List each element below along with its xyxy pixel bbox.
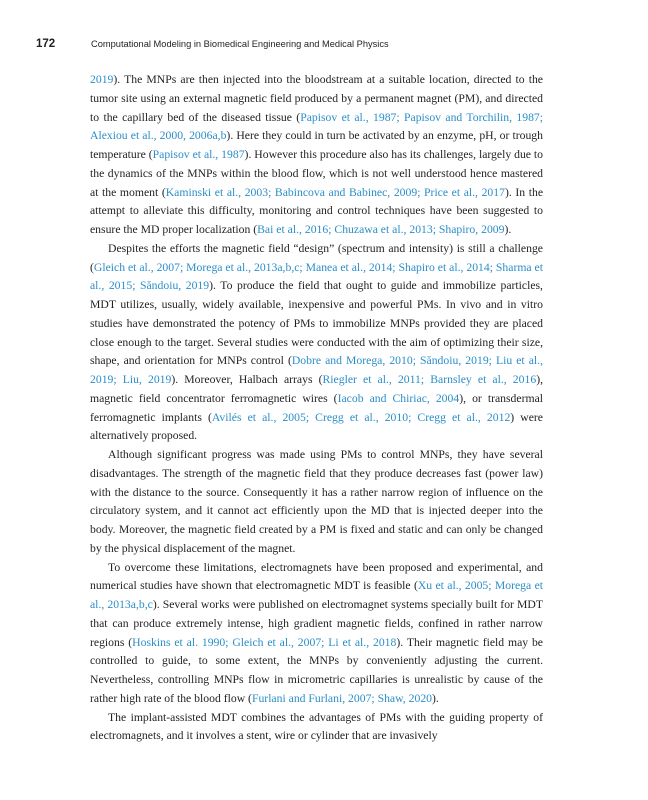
text-run: ), or transdermal ferromagnetic implants ( xyxy=(90,391,544,424)
text-run: ). Here they could in turn be activated by an enzyme, pH, or trough temperature ( xyxy=(90,129,543,161)
text-run: ). In the attempt to alleviate this difficulty, monitoring and control techniques have been suggested to ensure the MD proper localization ( xyxy=(90,185,544,236)
text-run: ). The MNPs are then injected into the bloodstream at a suitable location, directed to the tumor site using an external magnetic field produced by a permanent magnet (PM), and directed to the capillary bed of the diseased tissue ( xyxy=(90,73,543,124)
text-run: Although significant progress was made using PMs to control MNPs, they have several disadvantages. The strength of the magnetic field that they produce decreases fast (power law) with the distance to the source. Consequently it has a rather narrow region of influence on the circulatory system, and it cannot act efficiently upon the MD that is injected deeper into the body. Moreover, the magnetic field created by a PM is fixed and static and can only be changed by the physical displacement of the magnet. xyxy=(90,448,543,555)
citation-link[interactable]: Furlani and Furlani, 2007; Shaw, 2020 xyxy=(251,691,433,705)
paragraph-1 xyxy=(90,71,543,240)
citation-link[interactable]: Hoskins et al. 1990; Gleich et al., 2007; Li et al., 2018 xyxy=(132,635,397,649)
text-run: The implant-assisted MDT combines the advantages of PMs with the guiding property of electromagnets, and it involves a stent, wire or cylinder that are invasively xyxy=(90,710,543,743)
text-run: ). xyxy=(432,691,439,705)
text-run: ). Several works were published on electromagnet systems specially built for MDT that can produce extremely intense, high gradient magnetic fields, confined in rather narrow regions ( xyxy=(90,598,544,649)
citation-link[interactable]: Iacob and Chiriac, 2004 xyxy=(337,391,460,405)
text-run: ). However this procedure also has its challenges, largely due to the dynamics of the MNPs within the blood flow, which is not well understood hence mastered at the moment ( xyxy=(90,148,544,199)
text-run: ). xyxy=(504,223,512,236)
citation-link[interactable]: Papisov et al., 1987; Papisov and Torchilin, 1987; Alexiou et al., 2000, 2006a,b xyxy=(90,110,543,143)
body-text xyxy=(90,71,543,746)
page-number: 172 xyxy=(36,38,56,50)
citation-link[interactable]: Riegler et al., 2011; Barnsley et al., 2016 xyxy=(322,373,537,386)
citation-link[interactable]: Papisov et al., 1987 xyxy=(152,148,245,161)
text-run: ). To produce the field that ought to guide and immobilize particles, MDT utilizes, usually, widely available, inexpensive and powerful PMs. In vivo and in vitro studies have demonstrated the potency of PMs to immobilize MNPs provided they are placed close enough to the target. Several studies were conducted with the aim of optimizing their size, shape, and orientation for MNPs control ( xyxy=(90,279,543,368)
text-run: ). Moreover, Halbach arrays ( xyxy=(171,373,323,386)
text-run: ), magnetic field concentrator ferromagnetic wires ( xyxy=(90,373,544,405)
paragraph-5 xyxy=(90,709,543,747)
citation-link[interactable]: 2019 xyxy=(90,73,114,86)
paragraph-4 xyxy=(90,559,543,709)
running-title: Computational Modeling in Biomedical Engineering and Medical Physics xyxy=(91,39,389,49)
text-run: Despites the efforts the magnetic field “design” (spectrum and intensity) is still a challenge ( xyxy=(90,241,543,274)
text-run: ). Their magnetic field may be controlled to guide, to some extent, the MNPs by conveniently adjusting the current. Nevertheless, controlling MNPs flow in micrometric capillaries is unrealistic by cause of the rather high rate of the blood flow ( xyxy=(90,635,543,705)
citation-link[interactable]: Kaminski et al., 2003; Babincova and Babinec, 2009; Price et al., 2017 xyxy=(165,185,505,199)
citation-link[interactable]: Gleich et al., 2007; Morega et al., 2013a,b,c; Manea et al., 2014; Shapiro et al., 2014; Sharma et al., 2015; Săndoiu, 2019 xyxy=(90,260,543,293)
citation-link[interactable]: Avilés et al., 2005; Cregg et al., 2010; Cregg et al., 2012 xyxy=(211,410,511,424)
citation-link[interactable]: Xu et al., 2005; Morega et al., 2013a,b,c xyxy=(90,579,544,611)
citation-link[interactable]: Dobre and Morega, 2010; Săndoiu, 2019; Liu et al., 2019; Liu, 2019 xyxy=(90,354,543,386)
paragraph-2 xyxy=(90,240,543,446)
text-run: ) were alternatively proposed. xyxy=(90,410,543,443)
citation-link[interactable]: Bai et al., 2016; Chuzawa et al., 2013; Shapiro, 2009 xyxy=(257,223,505,236)
paragraph-3 xyxy=(90,446,543,559)
text-run: To overcome these limitations, electromagnets have been proposed and experimental, and numerical studies have shown that electromagnetic MDT is feasible ( xyxy=(90,560,543,593)
